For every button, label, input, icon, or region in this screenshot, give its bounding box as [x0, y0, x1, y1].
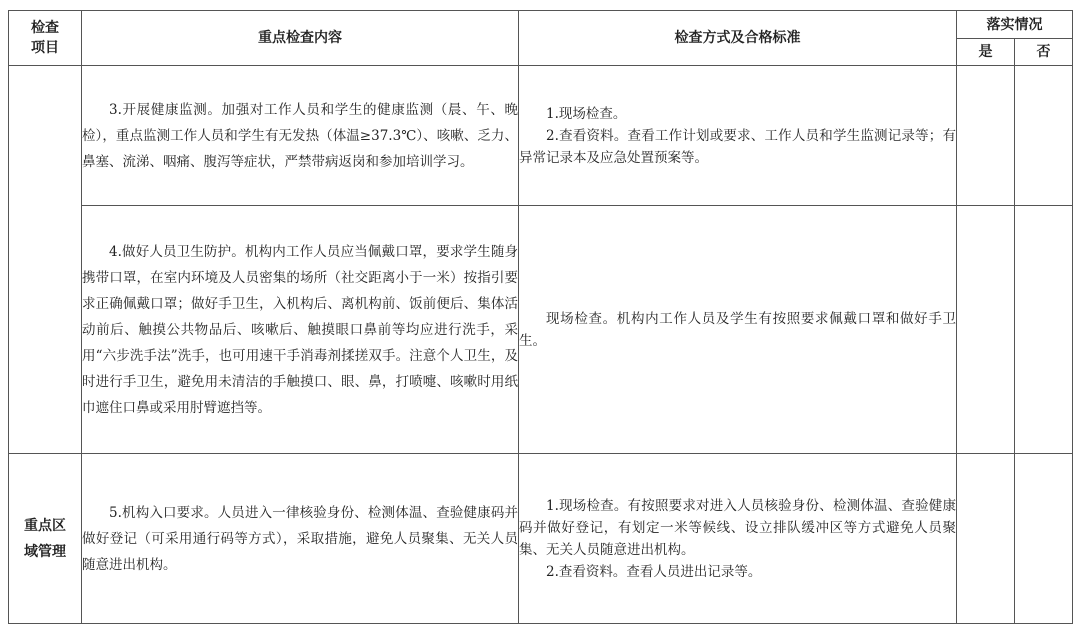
check-no[interactable]: [1015, 66, 1073, 206]
method-line: 2.查看资料。查看工作计划或要求、工作人员和学生监测记录等；有异常记录本及应急处置预案等。: [519, 127, 956, 166]
method-line: 2.查看资料。查看人员进出记录等。: [546, 563, 762, 580]
row-content: [82, 206, 519, 454]
row-category: [9, 454, 82, 624]
row-category: [9, 66, 82, 454]
header-category: [9, 11, 82, 66]
header-method: 检查方式及合格标准: [519, 11, 957, 66]
table-row: [9, 454, 1073, 624]
header-category-text: 检查项目: [31, 20, 59, 56]
row-method: [519, 206, 957, 454]
check-yes[interactable]: [957, 454, 1015, 624]
category-text: 重点区域管理: [24, 517, 66, 560]
row-method: [519, 66, 957, 206]
header-content: 重点检查内容: [82, 11, 519, 66]
method-line: 现场检查。机构内工作人员及学生有按照要求佩戴口罩和做好手卫生。: [519, 310, 956, 349]
content-text: 5.机构入口要求。人员进入一律核验身份、检测体温、查验健康码并做好登记（可采用通行码等方式），采取措施，避免人员聚集、无关人员随意进出机构。: [82, 504, 518, 573]
header-yes: 是: [957, 39, 1015, 66]
check-yes[interactable]: [957, 206, 1015, 454]
table-row: [9, 66, 1073, 206]
content-text: 3.开展健康监测。加强对工作人员和学生的健康监测（晨、午、晚检），重点监测工作人员和学生有无发热（体温≥37.3℃）、咳嗽、乏力、鼻塞、流涕、咽痛、腹泻等症状，严禁带病返岗和参加培训学习。: [82, 101, 518, 170]
header-no: 否: [1015, 39, 1073, 66]
table-row: [9, 206, 1073, 454]
method-line: 1.现场检查。有按照要求对进入人员核验身份、检测体温、查验健康码并做好登记，有划定一米等候线、设立排队缓冲区等方式避免人员聚集、无关人员随意进出机构。: [519, 497, 956, 558]
check-yes[interactable]: [957, 66, 1015, 206]
check-no[interactable]: [1015, 454, 1073, 624]
inspection-table: [8, 10, 1073, 624]
row-method: [519, 454, 957, 624]
row-content: [82, 66, 519, 206]
content-text: 4.做好人员卫生防护。机构内工作人员应当佩戴口罩，要求学生随身携带口罩，在室内环境及人员密集的场所（社交距离小于一米）按指引要求正确佩戴口罩；做好手卫生，入机构后、离机构前、饭前便后、集体活动前后、触摸公共物品后、咳嗽后、触摸眼口鼻前等均应进行洗手，采用“六步洗手法”洗手，也可用速干手消毒剂揉搓双手。注意个人卫生，及时进行手卫生，避免用未清洁的手触摸口、眼、鼻，打喷嚏、咳嗽时用纸巾遮住口鼻或采用肘臂遮挡等。: [82, 243, 518, 416]
row-content: [82, 454, 519, 624]
method-line: 1.现场检查。: [546, 105, 627, 122]
header-implementation: 落实情况: [957, 11, 1073, 39]
check-no[interactable]: [1015, 206, 1073, 454]
